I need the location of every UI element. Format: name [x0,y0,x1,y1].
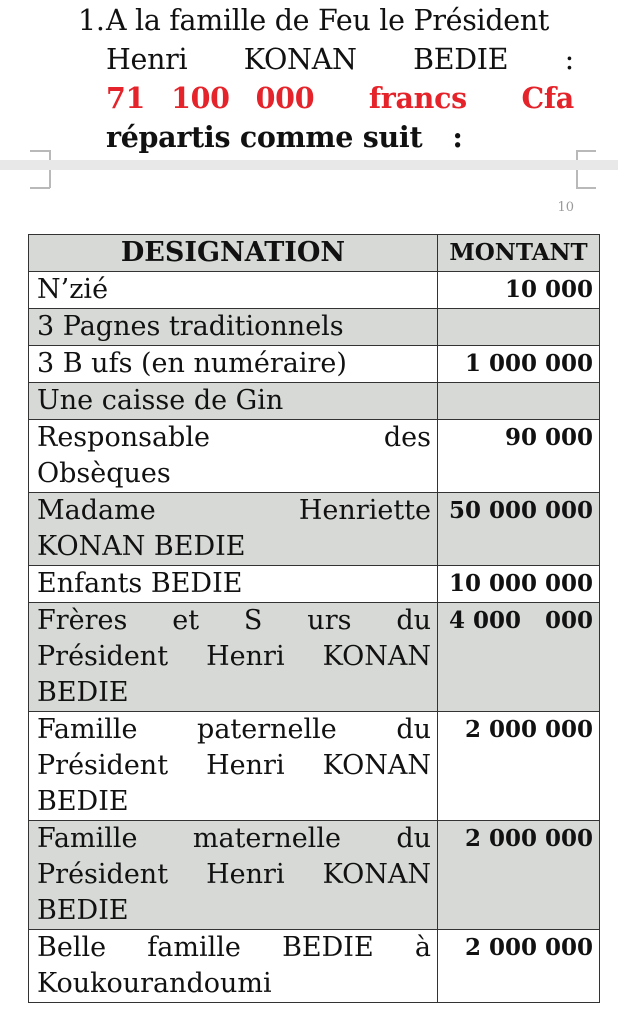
montant-cell [438,309,600,346]
montant-cell [438,383,600,420]
designation-line: Président Henri KONAN [37,750,431,781]
table-row [29,309,600,346]
designation-header: DESIGNATION [29,235,438,272]
crop-mark [576,150,596,152]
designation-line: Famille maternelle du [37,823,431,854]
designation-line: N’zié [37,274,109,305]
designation-cell [29,493,438,566]
table-row [29,566,600,603]
montant-cell: 10 000 [438,272,600,309]
heading-line-amount [106,79,574,118]
designation-line: Une caisse de Gin [37,385,284,416]
heading-line-4 [106,118,574,157]
previous-page-area [0,0,618,160]
crop-mark [576,187,596,189]
currency-word: francs [368,81,467,115]
designation-line: 3 Pagnes traditionnels [37,311,344,342]
table-row [29,383,600,420]
montant-cell: 4 000 000 [438,603,600,712]
montant-cell: 2 000 000 [438,930,600,1003]
amount-part: 71 [106,81,146,115]
table-row [29,493,600,566]
heading-word: : [564,42,574,76]
designation-line: 3 B ufs (en numéraire) [37,348,347,379]
heading-body [106,2,574,156]
designation-line: Responsable des [37,422,431,453]
designation-line: Madame Henriette [37,495,431,526]
designation-cell [29,712,438,821]
heading-word: KONAN [243,42,357,76]
table-row [29,821,600,930]
table-row [29,420,600,493]
crop-mark [49,150,51,160]
designation-line: Enfants BEDIE [37,568,243,599]
montant-cell: 1 000 000 [438,346,600,383]
designation-cell [29,603,438,712]
heading-colon: : [452,119,463,154]
montant-cell: 2 000 000 [438,821,600,930]
table-row [29,712,600,821]
montant-cell: 50 000 000 [438,493,600,566]
designation-cell [29,930,438,1003]
designation-cell [29,566,438,603]
designation-line: KONAN BEDIE [37,531,246,562]
heading-number: 1. [78,4,105,37]
designation-line: Frères et S urs du [37,605,431,636]
page-break-gap [0,160,618,170]
designation-line: Belle famille BEDIE à [37,932,431,963]
designation-cell [29,420,438,493]
heading-word: Henri [106,42,188,76]
table-row [29,603,600,712]
designation-line: BEDIE [37,895,129,926]
designation-line: Koukourandoumi [37,968,272,999]
designation-line: Président Henri KONAN [37,859,431,890]
heading-word: BEDIE [413,42,509,76]
heading-text: répartis comme suit [106,119,423,154]
montant-cell: 10 000 000 [438,566,600,603]
amount-part: 000 [255,81,315,115]
designation-line: BEDIE [37,786,129,817]
designation-cell [29,346,438,383]
montant-cell: 2 000 000 [438,712,600,821]
designation-cell [29,383,438,420]
crop-mark [576,170,578,188]
designation-cell [29,309,438,346]
crop-mark [30,187,50,189]
crop-mark [49,170,51,188]
heading-line-2 [106,41,574,80]
montant-cell: 90 000 [438,420,600,493]
table-header-row [29,235,600,272]
crop-mark [30,150,50,152]
table-row [29,930,600,1003]
amount-part: 100 [171,81,230,115]
heading-line-1: A la famille de Feu le Président [106,4,550,37]
designation-cell [29,272,438,309]
crop-mark [576,150,578,160]
designation-line: Président Henri KONAN [37,641,431,672]
distribution-table [28,234,600,1003]
table-row [29,346,600,383]
designation-cell [29,821,438,930]
designation-line: BEDIE [37,677,129,708]
table-body [29,272,600,1003]
montant-header: MONTANT [438,235,600,272]
table-row [29,272,600,309]
designation-line: Famille paternelle du [37,714,431,745]
designation-line: Obsèques [37,458,171,489]
currency-word: Cfa [521,81,574,115]
page-number: 10 [557,200,574,215]
